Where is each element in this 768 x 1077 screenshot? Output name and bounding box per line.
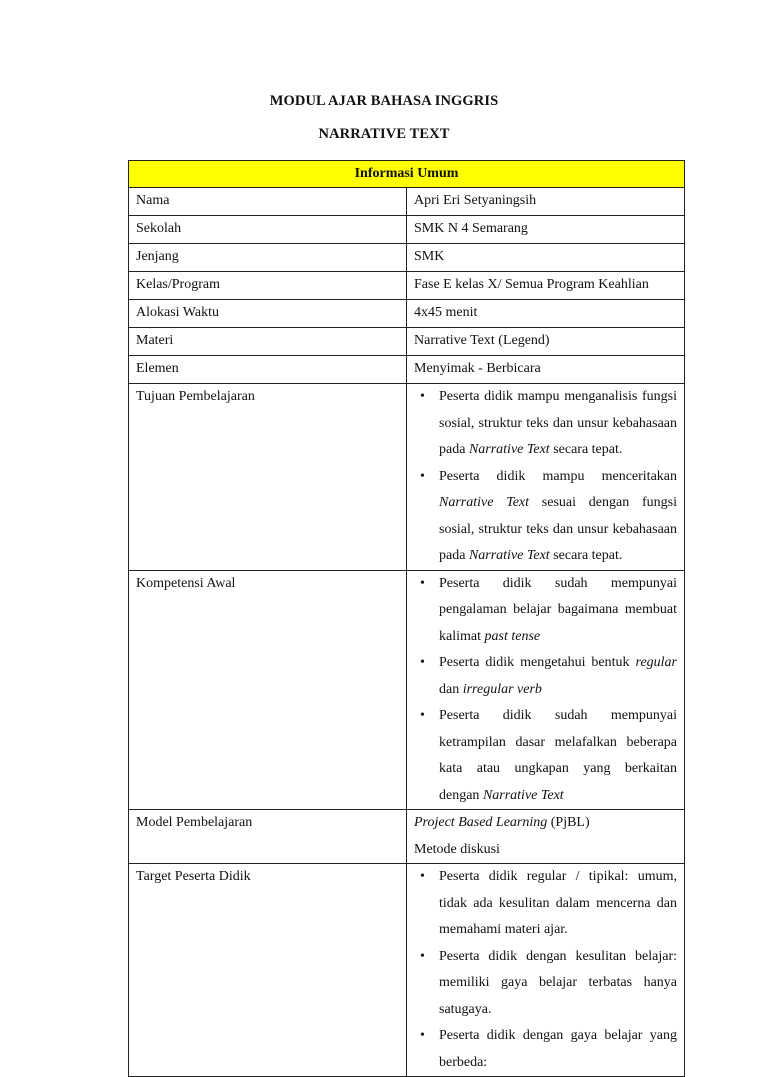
italic-term: Narrative Text (468, 548, 550, 563)
row-value-target (407, 864, 685, 1077)
italic-term: Narrative Text (439, 495, 530, 510)
row-label-tujuan: Tujuan Pembelajaran (129, 384, 407, 571)
text-span: sesuai dengan fungsi sosial, struktur teks dan unsur kebahasaan pada (439, 495, 677, 563)
row-value-tujuan (407, 384, 685, 571)
italic-term: Narrative Text (482, 787, 564, 803)
row-label-alokasi: Alokasi Waktu (129, 300, 407, 328)
italic-term: past tense (484, 628, 541, 644)
document-subtitle: NARRATIVE TEXT (318, 126, 450, 142)
row-label-nama: Nama (129, 188, 407, 216)
list-item (439, 571, 677, 651)
table-row (129, 810, 685, 864)
table-header-row (129, 161, 685, 188)
row-label-sekolah: Sekolah (129, 216, 407, 244)
model-line (414, 810, 677, 837)
italic-term: Narrative Text (468, 442, 550, 457)
text-span: Peserta didik mampu menganalisis fungsi sosial, struktur teks dan unsur kebahasaan pada (439, 389, 677, 457)
document-title: MODUL AJAR BAHASA INGGRIS (269, 93, 499, 109)
table-row (129, 570, 685, 810)
row-value-alokasi: 4x45 menit (407, 300, 685, 328)
row-value-kelas: Fase E kelas X/ Semua Program Keahlian (407, 272, 685, 300)
table-row (129, 188, 685, 216)
text-span: Peserta didik sudah mempunyai pengalaman belajar bagaimana membuat kalimat (439, 575, 677, 644)
text-span: secara tepat. (549, 548, 623, 563)
row-label-model: Model Pembelajaran (129, 810, 407, 864)
bullet-list (414, 571, 677, 810)
table-row (129, 384, 685, 571)
row-label-target: Target Peserta Didik (129, 864, 407, 1077)
row-value-materi: Narrative Text (Legend) (407, 328, 685, 356)
bullet-list (414, 384, 677, 570)
list-item (439, 384, 677, 464)
row-value-kompetensi (407, 570, 685, 810)
list-item (439, 703, 677, 809)
table-row (129, 244, 685, 272)
list-item: • Peserta didik dengan kesulitan belajar: memiliki gaya belajar terbatas hanya satugaya. (439, 944, 677, 1024)
row-label-jenjang: Jenjang (129, 244, 407, 272)
italic-term: Project Based Learning (414, 815, 548, 830)
table-row (129, 272, 685, 300)
text-span: Peserta didik sudah mempunyai ketrampilan dasar melafalkan beberapa kata atau ungkapan yang berkaitan dengan (439, 708, 677, 803)
row-label-elemen: Elemen (129, 356, 407, 384)
row-value-model (407, 810, 685, 864)
table-row (129, 216, 685, 244)
italic-term: irregular verb (462, 681, 542, 697)
bullet-list (414, 864, 677, 1076)
list-item (439, 650, 677, 703)
text-span: secara tepat. (549, 442, 623, 457)
row-label-materi: Materi (129, 328, 407, 356)
table-row (129, 864, 685, 1077)
list-item: • Peserta didik dengan gaya belajar yang berbeda: (439, 1023, 677, 1076)
table-row (129, 300, 685, 328)
text-span: Peserta didik mampu menceritakan (439, 468, 677, 484)
text-span: Peserta didik mengetahui bentuk (439, 655, 636, 670)
italic-term: regular (635, 655, 677, 670)
row-value-jenjang: SMK (407, 244, 685, 272)
row-value-sekolah: SMK N 4 Semarang (407, 216, 685, 244)
method-line: Metode diskusi (414, 841, 500, 857)
text-span: dan (439, 681, 463, 697)
row-label-kelas: Kelas/Program (129, 272, 407, 300)
table-row (129, 328, 685, 356)
row-label-kompetensi: Kompetensi Awal (129, 570, 407, 810)
row-value-elemen: Menyimak - Berbicara (407, 356, 685, 384)
text-span: (PjBL) (547, 815, 590, 830)
list-item (439, 464, 677, 570)
table-header: Informasi Umum (129, 161, 685, 188)
table-row (129, 356, 685, 384)
row-value-nama: Apri Eri Setyaningsih (407, 188, 685, 216)
info-table (128, 160, 685, 1077)
list-item: • Peserta didik regular / tipikal: umum, tidak ada kesulitan dalam mencerna dan memahami materi ajar. (439, 864, 677, 944)
